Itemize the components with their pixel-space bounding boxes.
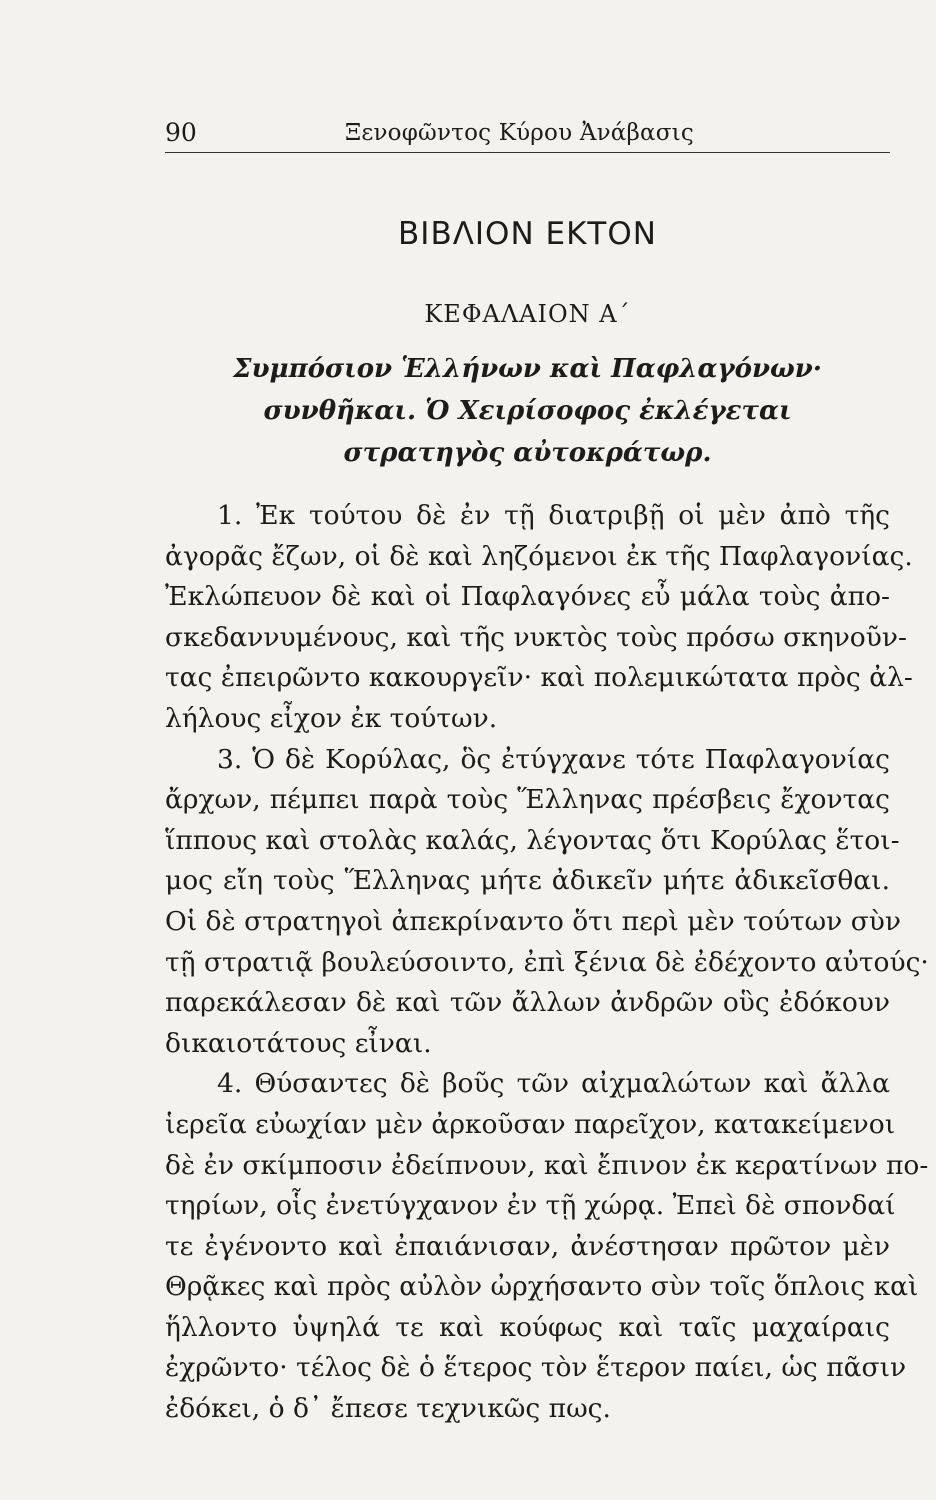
- body-text: [165, 496, 929, 1430]
- chapter-title: ΚΕΦΑΛΑΙΟΝ Α΄: [424, 300, 631, 328]
- summary-line: Συμπόσιον Ἑλλήνων καὶ Παφλαγόνων·: [233, 354, 822, 384]
- chapter-summary: [165, 348, 890, 474]
- text-line: 1. Ἐκ τούτου δὲ ἐν τῇ διατριβῇ οἱ μὲν ἀπὸ τῆς: [217, 500, 890, 531]
- text-line: τας ἐπειρῶντο κακουργεῖν· καὶ πολεμικώτατα πρὸς ἀλ-: [165, 662, 913, 694]
- summary-line: συνθῆκαι. Ὁ Χειρίσοφος ἐκλέγεται: [263, 396, 792, 426]
- book-title: ΒΙΒΛΙΟΝ ΕΚΤΟΝ: [398, 216, 657, 252]
- text-line: μος εἴη τοὺς Ἕλληνας μήτε ἀδικεῖν μήτε ἀδικεῖσθαι.: [165, 865, 890, 897]
- text-line: 3. Ὁ δὲ Κορύλας, ὃς ἐτύγχανε τότε Παφλαγονίας: [217, 743, 890, 775]
- summary-line: στρατηγὸς αὐτοκράτωρ.: [343, 438, 712, 468]
- text-line: 4. Θύσαντες δὲ βοῦς τῶν αἰχμαλώτων καὶ ἄλλα: [217, 1068, 890, 1100]
- text-line: Ἐκλώπευον δὲ καὶ οἱ Παφλαγόνες εὖ μάλα τοὺς ἀπο-: [165, 581, 890, 613]
- text-line: τηρίων, οἷς ἐνετύγχανον ἐν τῇ χώρᾳ. Ἐπεὶ δὲ σπονδαί: [165, 1190, 896, 1222]
- text-line: σκεδαννυμένους, καὶ τῆς νυκτὸς τοὺς πρόσω σκηνοῦν-: [165, 621, 907, 653]
- page-number: 90: [165, 118, 197, 147]
- text-line: ἱερεῖα εὐωχίαν μὲν ἀρκοῦσαν παρεῖχον, κατακείμενοι: [165, 1108, 896, 1140]
- text-line: τῇ στρατιᾷ βουλεύσοιντο, ἐπὶ ξένια δὲ ἐδέχοντο αὐτούς·: [165, 946, 929, 978]
- text-line: Οἱ δὲ στρατηγοὶ ἀπεκρίναντο ὅτι περὶ μὲν τούτων σὺν: [165, 905, 902, 937]
- text-line: ἀγορᾶς ἔζων, οἱ δὲ καὶ ληζόμενοι ἐκ τῆς Παφλαγονίας.: [165, 540, 913, 572]
- text-line: δικαιοτάτους εἶναι.: [165, 1027, 432, 1059]
- text-line: ἐδόκει, ὁ δ᾽ ἔπεσε τεχνικῶς πως.: [165, 1393, 611, 1425]
- text-line: παρεκάλεσαν δὲ καὶ τῶν ἄλλων ἀνδρῶν οὓς ἐδόκουν: [165, 987, 890, 1019]
- text-line: ἥλλοντο ὑψηλά τε καὶ κούφως καὶ ταῖς μαχαίραις: [165, 1311, 890, 1343]
- text-line: ἐχρῶντο· τέλος δὲ ὁ ἕτερος τὸν ἕτερον παίει, ὡς πᾶσιν: [165, 1352, 907, 1384]
- text-line: δὲ ἐν σκίμποσιν ἐδείπνουν, καὶ ἔπινον ἐκ κερατίνων πο-: [165, 1149, 929, 1181]
- text-line: τε ἐγένοντο καὶ ἐπαιάνισαν, ἀνέστησαν πρῶτον μὲν: [165, 1230, 890, 1262]
- running-head: Ξενοφῶντος Κύρου Ἀνάβασις: [345, 120, 694, 146]
- text-line: Θρᾷκες καὶ πρὸς αὐλὸν ὠρχήσαντο σὺν τοῖς ὅπλοις καὶ: [165, 1271, 919, 1303]
- text-line: λήλους εἶχον ἐκ τούτων.: [165, 702, 498, 734]
- text-line: ἄρχων, πέμπει παρὰ τοὺς Ἕλληνας πρέσβεις ἔχοντας: [165, 784, 890, 816]
- page-header: [165, 112, 890, 153]
- text-line: ἵππους καὶ στολὰς καλάς, λέγοντας ὅτι Κορύλας ἕτοι-: [165, 824, 900, 856]
